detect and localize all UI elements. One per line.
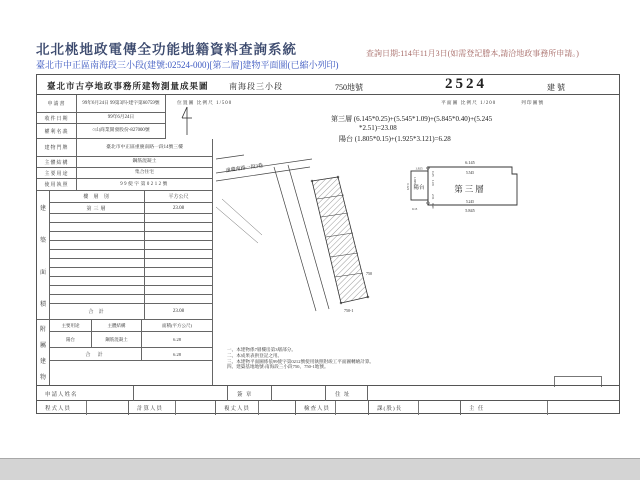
dim-h2: 1.09 bbox=[431, 180, 435, 186]
applicant-name-label: 申請人姓名 bbox=[45, 392, 78, 398]
address-label: 住 址 bbox=[335, 392, 351, 398]
info-label: 建物門牌 bbox=[37, 139, 77, 156]
side-char: 物 bbox=[39, 375, 46, 382]
official-label: 計算人員 bbox=[137, 406, 164, 412]
sqm-col-header: 平方公尺 bbox=[168, 195, 189, 200]
side-char: 積 bbox=[39, 301, 46, 308]
floor-name: 第三層 bbox=[50, 203, 145, 213]
empty-row bbox=[50, 259, 212, 268]
land-number: 750地號 bbox=[335, 82, 363, 92]
info-value: 鋼筋混凝土 bbox=[132, 159, 157, 165]
side-char: 附 bbox=[39, 326, 46, 333]
room-label: 第三層 bbox=[454, 184, 486, 194]
dim-bottom: 5.845 bbox=[465, 208, 475, 213]
subject-parcel bbox=[312, 177, 368, 303]
info-row bbox=[37, 113, 165, 124]
dim-h1: 0.25 bbox=[431, 171, 435, 177]
official-cell bbox=[296, 401, 369, 415]
empty-row bbox=[50, 223, 212, 232]
formula-line-3: 陽台 (1.805*0.15)+(1.925*3.121)=6.28 bbox=[339, 135, 451, 143]
annex-area-col-header: 面積(平方公尺) bbox=[162, 322, 192, 328]
north-arrow-icon bbox=[179, 105, 195, 137]
info-value: 臺北市中正區重慶南路一段14號三樓 bbox=[106, 144, 183, 150]
dim-balcony-width: 1.925 bbox=[415, 166, 423, 171]
area-header-row bbox=[50, 191, 212, 203]
official-cell bbox=[37, 401, 129, 415]
floor-area-row bbox=[50, 203, 212, 214]
dim-inner-top: 5.545 bbox=[465, 171, 475, 175]
info-row bbox=[37, 124, 165, 139]
empty-row bbox=[50, 277, 212, 286]
formula-line-2: *2.51)=23.08 bbox=[359, 124, 397, 132]
building-number: 2524 bbox=[445, 76, 487, 92]
official-label: 程式人員 bbox=[45, 406, 72, 412]
empty-row bbox=[50, 241, 212, 250]
info-label: 收件日期 bbox=[37, 113, 77, 123]
formula-line-1: 第三層 (6.145*0.25)+(5.545*1.09)+(5.845*0.40)+(5.245 bbox=[331, 115, 493, 123]
empty-row bbox=[50, 250, 212, 259]
annex-row bbox=[50, 332, 212, 348]
side-char: 面 bbox=[39, 269, 46, 276]
side-char: 屬 bbox=[39, 342, 46, 349]
area-total-value: 23.08 bbox=[172, 309, 185, 314]
left-info-panel bbox=[37, 95, 213, 385]
side-char: 築 bbox=[39, 237, 46, 244]
info-value: 99年6月24日 99第3四-建字第60759號 bbox=[82, 100, 160, 106]
system-title: 北北桃地政電傳全功能地籍資料查詢系統 bbox=[36, 42, 297, 57]
info-value: 集合住宅 bbox=[134, 170, 155, 176]
info-row bbox=[37, 95, 165, 113]
dim-inner-bottom: 5.245 bbox=[465, 200, 475, 204]
building-area-table bbox=[37, 191, 213, 319]
dim-h3: 2.51 bbox=[431, 194, 435, 200]
notes bbox=[227, 347, 507, 370]
info-label: 申請書 bbox=[37, 95, 77, 112]
side-char: 建 bbox=[39, 359, 46, 366]
print-label: 列印圖號 bbox=[521, 101, 545, 106]
note-line: 二、本成果表供登記之用。 bbox=[227, 352, 283, 358]
bottom-band bbox=[0, 458, 640, 480]
info-label: 主要用途 bbox=[37, 168, 77, 178]
dim-top: 6.145 bbox=[465, 160, 475, 165]
official-label: 複丈人員 bbox=[224, 406, 251, 412]
empty-row bbox=[50, 268, 212, 277]
officials-row bbox=[37, 401, 619, 415]
empty-row bbox=[50, 295, 212, 304]
floor-plan-sketch bbox=[402, 153, 532, 225]
info-value: 99使字第0212號 bbox=[120, 181, 169, 187]
annex-structure: 鋼筋混凝土 bbox=[92, 332, 142, 347]
info-row bbox=[37, 179, 212, 191]
info-row bbox=[37, 157, 212, 168]
road-label: 重慶南路一段3巷 bbox=[225, 163, 264, 174]
structure-col-header: 主體結構 bbox=[92, 320, 142, 331]
signature-label: 簽 章 bbox=[237, 392, 253, 398]
annex-total-row bbox=[50, 348, 212, 361]
dim-balcony-top: 1.805 bbox=[413, 177, 417, 184]
info-row bbox=[37, 168, 212, 179]
office-title: 臺北市古亭地政事務所建物測量成果圖 bbox=[47, 81, 209, 91]
parcel-750-label: 750 bbox=[366, 271, 372, 276]
applicant-row bbox=[37, 385, 619, 401]
annex-area-value: 6.28 bbox=[173, 337, 181, 342]
info-label: 主體結構 bbox=[37, 157, 77, 167]
area-total-row bbox=[50, 304, 212, 319]
dim-balcony-side: 0.15 bbox=[412, 207, 418, 211]
building-number-label: 建號 bbox=[547, 82, 567, 92]
dim-balcony-height: 3.121 bbox=[406, 183, 410, 191]
annex-total-label: 合 計 bbox=[50, 348, 142, 360]
side-char: 建 bbox=[39, 205, 46, 212]
info-block-bottom bbox=[37, 139, 213, 191]
area-side-label bbox=[37, 191, 50, 319]
empty-row bbox=[50, 232, 212, 241]
info-block-top bbox=[37, 95, 166, 139]
balcony-label: 陽台 bbox=[413, 185, 425, 191]
annex-use: 陽台 bbox=[50, 332, 92, 347]
annex-side-label bbox=[37, 320, 50, 385]
note-line: 三、本建物平面圖係依99使字第0212號使用執照附竣工平面圖轉繪計算。 bbox=[227, 358, 375, 364]
official-label: 主 任 bbox=[469, 406, 485, 412]
official-cell bbox=[216, 401, 296, 415]
annex-header-row bbox=[50, 320, 212, 332]
info-value: ○山商業開發股份-827000號 bbox=[92, 128, 150, 134]
floor-area-value: 23.08 bbox=[172, 205, 185, 211]
annex-table bbox=[37, 319, 213, 385]
site-plan-sketch bbox=[216, 147, 376, 315]
location-scale-label: 位置圖 比例尺 1/500 bbox=[177, 101, 233, 106]
use-col-header: 主要用途 bbox=[50, 320, 92, 331]
boundary-line bbox=[216, 155, 244, 159]
section-name: 南海段三小段 bbox=[229, 82, 283, 91]
dim-h4: 0.40 bbox=[431, 203, 435, 209]
doc-header-row bbox=[37, 75, 619, 95]
parcel-750-1-label: 750-1 bbox=[344, 308, 354, 313]
survey-document bbox=[36, 74, 620, 414]
empty-row bbox=[50, 286, 212, 295]
annex-total-value: 6.28 bbox=[173, 351, 181, 357]
official-cell bbox=[461, 401, 619, 415]
official-cell bbox=[129, 401, 216, 415]
report-subtitle: 臺北市中正區南海段三小段(建號:02524-000)[第二層]建物平面圖(已縮小列印) bbox=[36, 60, 339, 70]
info-label: 權利名義 bbox=[37, 124, 77, 138]
floor-col-header: 樓 層 別 bbox=[50, 191, 145, 202]
info-row bbox=[37, 139, 212, 157]
note-line: 一、本建物係7層樓房第3層部分。 bbox=[227, 347, 296, 352]
note-line: 四、建築基地地號:南海段三小段750、750-1地號。 bbox=[227, 364, 329, 370]
area-total-label: 合 計 bbox=[50, 304, 145, 319]
empty-row bbox=[50, 214, 212, 223]
official-label: 檢查人員 bbox=[304, 406, 331, 412]
official-cell bbox=[369, 401, 461, 415]
official-label: 課(股)長 bbox=[377, 406, 403, 412]
info-value: 99年6月24日 bbox=[107, 115, 135, 121]
info-label: 使用執照 bbox=[37, 179, 77, 190]
query-date-note: 查詢日期:114年11月3日(如需登記謄本,請洽地政事務所申請。) bbox=[366, 49, 579, 58]
plan-scale-label: 平面圖 比例尺 1/200 bbox=[441, 101, 497, 106]
